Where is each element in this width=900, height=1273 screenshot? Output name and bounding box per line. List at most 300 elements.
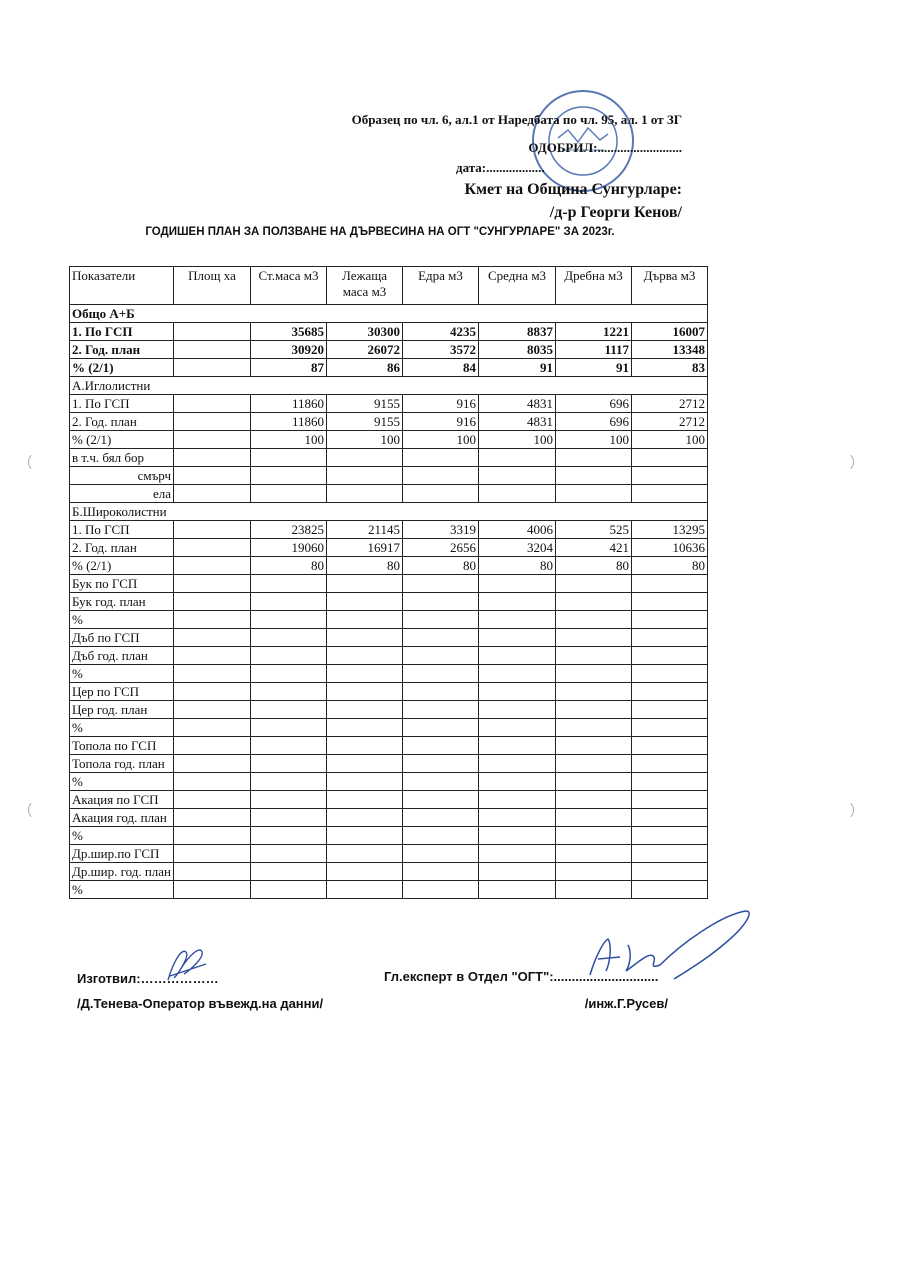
table-cell [174,719,251,737]
table-cell [556,449,632,467]
table-cell: 2712 [632,413,708,431]
table-cell [556,629,632,647]
table-cell: 91 [479,359,556,377]
table-cell [327,683,403,701]
table-cell [174,629,251,647]
table-cell [327,665,403,683]
table-cell: 35685 [251,323,327,341]
table-cell [403,611,479,629]
table-cell [403,881,479,899]
table-cell: 87 [251,359,327,377]
table-cell [556,593,632,611]
table-row [70,305,708,323]
table-cell [327,881,403,899]
table-cell [174,755,251,773]
approved-line: ОДОБРИЛ:.......................... [528,140,682,155]
table-cell [556,665,632,683]
table-cell: 100 [632,431,708,449]
table-row [70,647,708,665]
row-label: Цер по ГСП [70,683,174,701]
expert-name: /инж.Г.Русев/ [584,996,668,1011]
table-cell: 916 [403,413,479,431]
row-label: % (2/1) [70,359,174,377]
table-cell [479,701,556,719]
table-cell [251,827,327,845]
table-cell: 86 [327,359,403,377]
table-cell [479,683,556,701]
row-label: 2. Год. план [70,539,174,557]
table-cell [479,755,556,773]
table-cell [174,413,251,431]
table-cell: 696 [556,395,632,413]
table-cell [403,575,479,593]
table-row [70,485,708,503]
table-cell: 9155 [327,413,403,431]
row-label: 2. Год. план [70,413,174,431]
row-label: Бук по ГСП [70,575,174,593]
table-cell: 4235 [403,323,479,341]
table-cell [174,827,251,845]
table-cell [556,575,632,593]
table-cell: 13295 [632,521,708,539]
table-cell [479,791,556,809]
table-cell [479,665,556,683]
row-label: Топола год. план [70,755,174,773]
row-label: 1. По ГСП [70,521,174,539]
table-cell: 3319 [403,521,479,539]
table-row [70,323,708,341]
table-cell [174,593,251,611]
table-cell [174,485,251,503]
table-cell [174,845,251,863]
table-cell [174,359,251,377]
table-row [70,773,708,791]
table-row [70,665,708,683]
table-cell [174,737,251,755]
table-cell: 30300 [327,323,403,341]
table-cell [174,791,251,809]
table-cell [556,809,632,827]
column-header: Дребна м3 [556,267,632,305]
table-cell [556,773,632,791]
table-row [70,395,708,413]
table-cell: 100 [327,431,403,449]
table-cell: 10636 [632,539,708,557]
table-cell [251,593,327,611]
table-cell [174,395,251,413]
table-cell [403,719,479,737]
table-cell [327,773,403,791]
table-cell [174,449,251,467]
row-label: смърч [70,467,174,485]
table-cell [403,773,479,791]
punch-hole-left-bottom [28,800,48,820]
table-cell [403,755,479,773]
table-cell [632,485,708,503]
table-cell [174,557,251,575]
table-cell [251,485,327,503]
table-cell [403,791,479,809]
row-label: % [70,611,174,629]
column-header: Лежаща маса м3 [327,267,403,305]
column-header: Ст.маса м3 [251,267,327,305]
table-cell [479,773,556,791]
table-cell [251,773,327,791]
table-cell [556,791,632,809]
table-cell [632,881,708,899]
table-cell [403,629,479,647]
table-row [70,359,708,377]
table-row [70,845,708,863]
table-cell: 80 [556,557,632,575]
table-cell [251,845,327,863]
row-label: Дъб по ГСП [70,629,174,647]
table-cell [327,611,403,629]
table-cell: 23825 [251,521,327,539]
table-cell [251,755,327,773]
table-cell [327,845,403,863]
table-cell: 2712 [632,395,708,413]
table-cell [251,809,327,827]
table-cell [327,719,403,737]
column-header: Площ ха [174,267,251,305]
table-row [70,413,708,431]
table-cell [327,485,403,503]
table-cell [632,593,708,611]
table-row [70,719,708,737]
table-cell [479,845,556,863]
row-label: Общо А+Б [70,305,708,323]
table-cell [327,467,403,485]
table-cell [174,683,251,701]
table-cell [403,737,479,755]
table-cell [403,647,479,665]
table-cell: 21145 [327,521,403,539]
table-cell [403,845,479,863]
table-cell: 11860 [251,413,327,431]
table-cell [174,881,251,899]
row-label: % (2/1) [70,431,174,449]
table-cell [403,827,479,845]
table-cell [174,665,251,683]
table-cell [632,791,708,809]
table-cell [251,575,327,593]
table-cell: 4006 [479,521,556,539]
expert-line: Гл.експерт в Отдел "ОГТ":............................. [384,969,659,984]
table-cell [327,809,403,827]
row-label: Др.шир.по ГСП [70,845,174,863]
table-row [70,503,708,521]
table-cell: 16007 [632,323,708,341]
table-cell [174,773,251,791]
table-cell: 16917 [327,539,403,557]
table-row [70,557,708,575]
table-cell [556,845,632,863]
table-cell: 696 [556,413,632,431]
table-cell: 4831 [479,413,556,431]
table-cell [251,881,327,899]
table-cell [479,863,556,881]
prepared-by-name: /Д.Тенева-Оператор въвежд.на данни/ [77,996,324,1011]
table-cell [556,719,632,737]
table-cell [403,683,479,701]
table-header-row [70,267,708,305]
table-cell: 4831 [479,395,556,413]
table-cell: 80 [632,557,708,575]
table-row [70,467,708,485]
table-row [70,701,708,719]
table-cell [556,755,632,773]
table-cell [251,863,327,881]
table-cell [632,845,708,863]
table-cell [251,719,327,737]
column-header: Дърва м3 [632,267,708,305]
table-cell [479,827,556,845]
table-row [70,881,708,899]
table-cell: 100 [556,431,632,449]
row-label: 1. По ГСП [70,323,174,341]
table-cell [327,791,403,809]
date-line: дата:.................. [456,160,545,175]
table-row [70,863,708,881]
table-cell [327,647,403,665]
table-cell [403,701,479,719]
table-row [70,377,708,395]
table-cell [327,629,403,647]
table-cell: 26072 [327,341,403,359]
table-cell [632,575,708,593]
table-cell: 9155 [327,395,403,413]
table-cell: 80 [327,557,403,575]
table-cell [479,737,556,755]
punch-hole-right-top [834,452,854,472]
table-cell [251,737,327,755]
table-cell: 1221 [556,323,632,341]
table-cell [479,449,556,467]
table-cell [556,683,632,701]
row-label: 2. Год. план [70,341,174,359]
table-cell [174,863,251,881]
table-cell [479,629,556,647]
table-cell [632,629,708,647]
table-cell [479,467,556,485]
table-cell [479,647,556,665]
table-cell [174,647,251,665]
table-row [70,575,708,593]
table-cell [174,575,251,593]
table-cell: 3204 [479,539,556,557]
table-cell [632,665,708,683]
table-cell [251,665,327,683]
column-header: Едра м3 [403,267,479,305]
row-label: в т.ч. бял бор [70,449,174,467]
table-row [70,431,708,449]
table-cell [327,755,403,773]
table-cell [327,593,403,611]
table-cell [251,647,327,665]
table-row [70,611,708,629]
table-cell: 100 [251,431,327,449]
table-cell [251,683,327,701]
table-cell [403,863,479,881]
row-label: Цер год. план [70,701,174,719]
table-cell: 3572 [403,341,479,359]
table-cell [556,827,632,845]
table-cell [403,809,479,827]
table-cell [632,809,708,827]
column-header: Показатели [70,267,174,305]
document-title: ГОДИШЕН ПЛАН ЗА ПОЛЗВАНЕ НА ДЪРВЕСИНА НА ОГТ "СУНГУРЛАРЕ" ЗА 2023г. [145,226,615,238]
punch-hole-left-top [28,452,48,472]
table-cell: 2656 [403,539,479,557]
table-cell [479,593,556,611]
table-cell [327,863,403,881]
table-cell [479,575,556,593]
table-cell: 1117 [556,341,632,359]
table-cell: 19060 [251,539,327,557]
table-cell [479,719,556,737]
row-label: 1. По ГСП [70,395,174,413]
table-cell: 8035 [479,341,556,359]
table-cell [174,539,251,557]
table-cell: 100 [479,431,556,449]
table-cell [403,449,479,467]
regulation-reference: Образец по чл. 6, ал.1 от Наредбата по чл. 95, ал. 1 от ЗГ [351,112,682,127]
row-label: % (2/1) [70,557,174,575]
table-cell [174,521,251,539]
row-label: Акация по ГСП [70,791,174,809]
row-label: % [70,665,174,683]
table-cell [251,611,327,629]
table-cell [174,323,251,341]
punch-hole-right-bottom [834,800,854,820]
table-cell [327,575,403,593]
row-label: % [70,773,174,791]
row-label: Бук год. план [70,593,174,611]
table-cell [174,467,251,485]
mayor-name: /д-р Георги Кенов/ [549,204,682,221]
row-label: % [70,881,174,899]
prepared-by: Изготвил:……………… [77,971,219,986]
table-cell [174,809,251,827]
table-cell: 525 [556,521,632,539]
table-cell [251,449,327,467]
table-row [70,809,708,827]
table-cell [632,611,708,629]
table-cell: 80 [403,557,479,575]
table-cell [403,485,479,503]
table-row [70,629,708,647]
table-cell [632,647,708,665]
table-cell [632,737,708,755]
table-row [70,449,708,467]
table-row [70,341,708,359]
table-cell [403,665,479,683]
row-label: ела [70,485,174,503]
table-cell: 30920 [251,341,327,359]
table-cell [251,791,327,809]
table-cell [556,863,632,881]
table-cell [556,467,632,485]
table-cell [632,683,708,701]
table-cell: 100 [403,431,479,449]
table-cell [251,629,327,647]
row-label: Б.Широколистни [70,503,708,521]
table-cell: 83 [632,359,708,377]
table-row [70,683,708,701]
table-cell [556,737,632,755]
table-cell [174,611,251,629]
table-cell [251,701,327,719]
table-cell: 421 [556,539,632,557]
table-cell [556,701,632,719]
table-cell [479,809,556,827]
table-cell [632,701,708,719]
table-cell [632,719,708,737]
table-cell [556,485,632,503]
table-row [70,791,708,809]
row-label: % [70,827,174,845]
table-cell [632,755,708,773]
table-cell [479,881,556,899]
table-cell [556,881,632,899]
row-label: Дъб год. план [70,647,174,665]
table-cell [251,467,327,485]
column-header: Средна м3 [479,267,556,305]
table-row [70,521,708,539]
row-label: Акация год. план [70,809,174,827]
timber-plan-table [69,266,708,899]
table-cell: 91 [556,359,632,377]
row-label: % [70,719,174,737]
table-cell [174,701,251,719]
table-cell [327,827,403,845]
table-cell [327,737,403,755]
table-cell [327,701,403,719]
table-cell [632,827,708,845]
table-row [70,755,708,773]
table-row [70,539,708,557]
table-cell: 84 [403,359,479,377]
table-cell [174,341,251,359]
table-cell [174,431,251,449]
table-row [70,737,708,755]
table-cell [632,863,708,881]
row-label: Др.шир. год. план [70,863,174,881]
table-cell [556,611,632,629]
table-cell: 8837 [479,323,556,341]
table-cell [403,467,479,485]
table-cell: 13348 [632,341,708,359]
table-cell [327,449,403,467]
table-cell: 80 [479,557,556,575]
table-row [70,593,708,611]
table-cell [632,773,708,791]
table-cell: 916 [403,395,479,413]
table-cell: 11860 [251,395,327,413]
table-cell [556,647,632,665]
row-label: Топола по ГСП [70,737,174,755]
table-cell [632,467,708,485]
row-label: А.Иглолистни [70,377,708,395]
table-cell [479,611,556,629]
table-cell [632,449,708,467]
table-cell: 80 [251,557,327,575]
table-row [70,827,708,845]
mayor-title: Кмет на Община Сунгурларе: [464,181,682,198]
table-cell [479,485,556,503]
table-cell [403,593,479,611]
